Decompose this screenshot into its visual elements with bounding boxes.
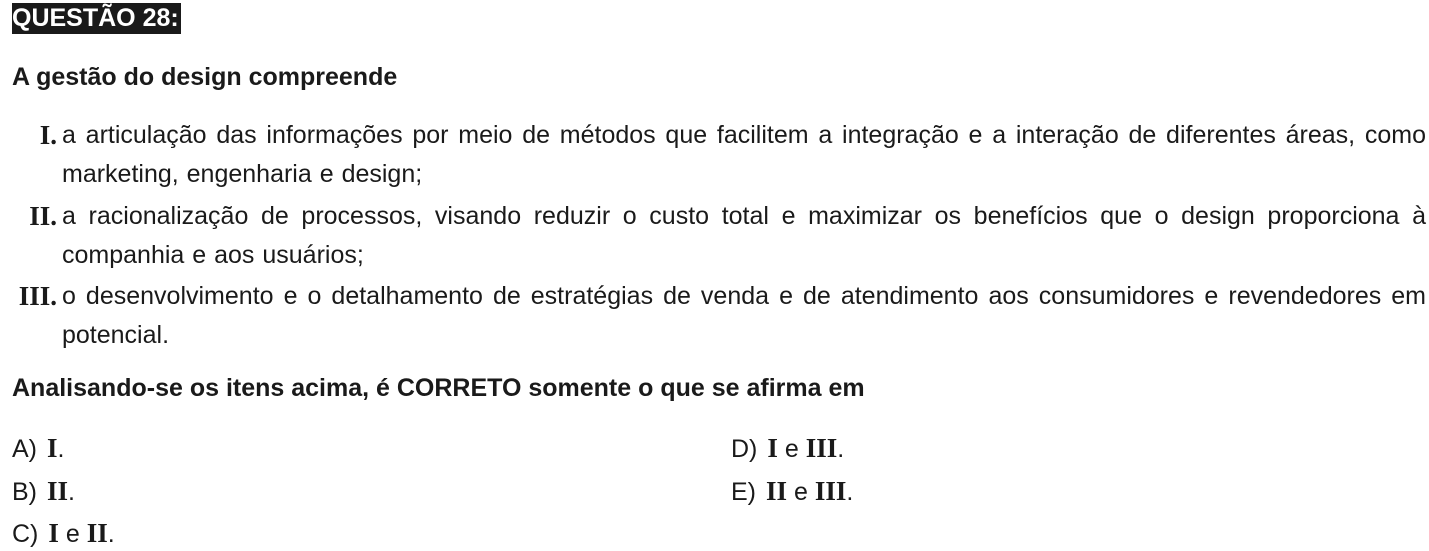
option-roman: I (767, 433, 778, 463)
option-roman: II (86, 518, 108, 548)
option-roman: III (805, 433, 838, 463)
statement-text: o desenvolvimento e o detalhamento de estratégias de venda e de atendimento aos consumidores e revendedores em potencial. (62, 282, 1426, 349)
option-conjunction: e (777, 435, 806, 463)
statement-text: a racionalização de processos, visando reduzir o custo total e maximizar os benefícios que o design proporciona à companhia e aos usuários; (62, 202, 1426, 269)
option-letter: E) (731, 478, 756, 506)
option-letter: D) (731, 435, 758, 463)
statement-item (0, 197, 1429, 275)
option-roman: II (766, 476, 788, 506)
statement-text: a articulação das informações por meio de métodos que facilitem a integração e a interação de diferentes áreas, como marketing, engenharia e design; (62, 121, 1426, 188)
answer-option-d[interactable] (731, 432, 844, 465)
question-prompt: Analisando-se os itens acima, é CORRETO somente o que se afirma em (12, 374, 865, 402)
option-conjunction: e (58, 520, 87, 548)
statement-item (0, 116, 1429, 194)
option-roman: III (814, 476, 847, 506)
statement-item (0, 277, 1429, 355)
answer-option-a[interactable] (12, 432, 64, 465)
option-letter: A) (12, 435, 37, 463)
answer-option-c[interactable] (12, 517, 115, 550)
option-period: . (57, 435, 65, 463)
statement-number: III. (18, 281, 57, 311)
option-roman: II (47, 476, 69, 506)
answer-option-e[interactable] (731, 475, 853, 508)
statement-number: I. (39, 120, 57, 150)
option-period: . (68, 478, 75, 506)
option-period: . (846, 478, 854, 506)
question-number-label: QUESTÃO 28: (12, 4, 179, 32)
option-conjunction: e (787, 478, 815, 506)
statement-number: II. (29, 201, 57, 231)
option-roman: I (47, 433, 58, 463)
option-letter: B) (12, 478, 37, 506)
question-intro: A gestão do design compreende (12, 63, 398, 91)
answer-option-b[interactable] (12, 475, 75, 508)
option-period: . (837, 435, 845, 463)
option-period: . (107, 520, 115, 548)
option-roman: I (48, 518, 59, 548)
option-letter: C) (12, 520, 39, 548)
